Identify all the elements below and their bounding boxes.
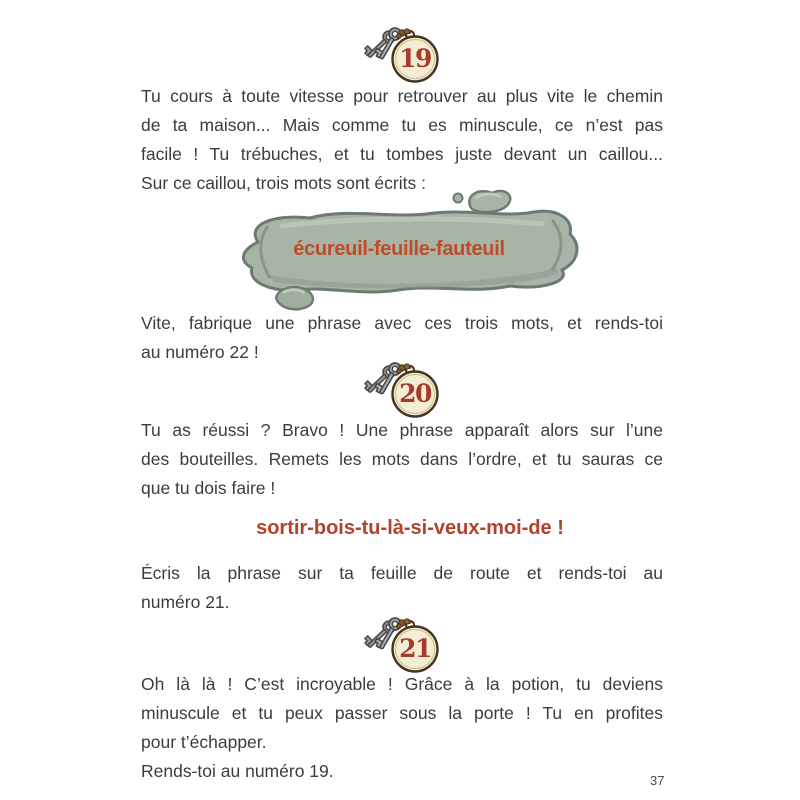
text-line: Rends-toi au numéro 19. bbox=[141, 761, 334, 781]
paragraph-20b bbox=[141, 559, 663, 617]
text-line: au numéro 22 ! bbox=[141, 342, 259, 362]
keys-tag-icon bbox=[363, 357, 441, 423]
text-line: Écris la phrase sur ta feuille de route et rends-toi au bbox=[141, 563, 663, 583]
page-number: 37 bbox=[650, 773, 665, 788]
text-line: de ta maison... Mais comme tu es minuscule, ce n’est pas bbox=[141, 115, 663, 135]
badge-number: 21 bbox=[399, 634, 431, 663]
text-line: Sur ce caillou, trois mots sont écrits : bbox=[141, 173, 426, 193]
text-line: Oh là là ! C’est incroyable ! Grâce à la potion, tu deviens bbox=[141, 674, 663, 694]
text-line: des bouteilles. Remets les mots dans l’ordre, et tu sauras ce bbox=[141, 449, 663, 469]
text-line: minuscule et tu peux passer sous la porte ! Tu en profites bbox=[141, 703, 663, 723]
section-badge-20 bbox=[363, 357, 441, 423]
section-badge-21 bbox=[363, 612, 441, 678]
highlight-phrase: sortir-bois-tu-là-si-veux-moi-de ! bbox=[256, 517, 564, 539]
keys-tag-icon bbox=[363, 612, 441, 678]
text-line: facile ! Tu trébuches, et tu tombes juste devant un caillou... bbox=[141, 144, 663, 164]
text-line: Vite, fabrique une phrase avec ces trois mots, et rends-toi bbox=[141, 313, 663, 333]
text-line: Tu cours à toute vitesse pour retrouver au plus vite le chemin bbox=[141, 86, 663, 106]
text-line: Tu as réussi ? Bravo ! Une phrase apparaît alors sur l’une bbox=[141, 420, 663, 440]
text-line: numéro 21. bbox=[141, 592, 230, 612]
badge-number: 19 bbox=[399, 44, 431, 73]
text-line: pour t’échapper. bbox=[141, 732, 267, 752]
keys-tag-icon bbox=[363, 22, 441, 88]
section-badge-19 bbox=[363, 22, 441, 88]
paragraph-21 bbox=[141, 670, 663, 786]
paragraph-19 bbox=[141, 82, 663, 198]
badge-number: 20 bbox=[399, 379, 431, 408]
text-line: que tu dois faire ! bbox=[141, 478, 276, 498]
paragraph-20 bbox=[141, 416, 663, 503]
stone-word-text: écureuil-feuille-fauteuil bbox=[293, 238, 505, 260]
